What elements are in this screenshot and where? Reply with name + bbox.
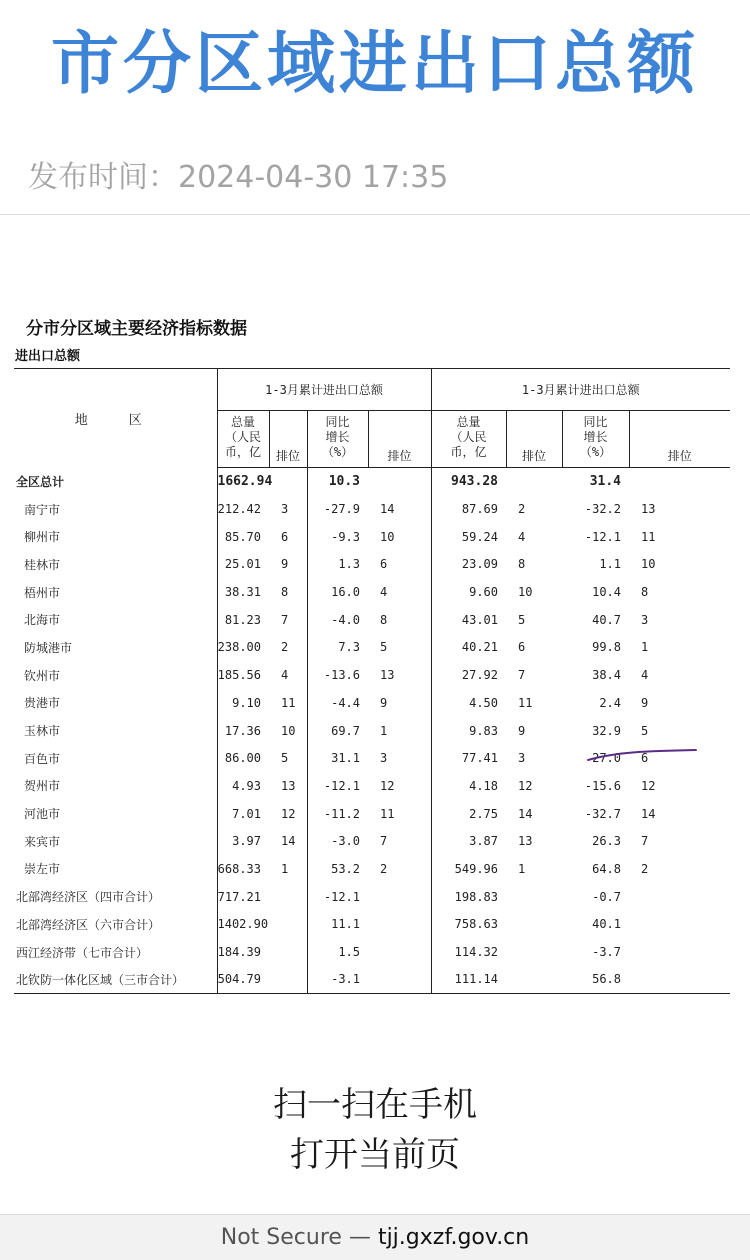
document-title: 分市分区域主要经济指标数据 xyxy=(26,319,247,339)
address-separator: — xyxy=(341,1225,378,1250)
cell-rank-b: 11 xyxy=(518,695,533,710)
table-row xyxy=(14,661,730,689)
cell-yoy-b: 2.4 xyxy=(599,695,621,710)
cell-yoy-rank-a xyxy=(368,966,431,994)
cell-total-b: 59.24 xyxy=(461,529,498,544)
cell-yoy-b: -12.1 xyxy=(584,529,621,544)
cell-rank-b: 14 xyxy=(518,806,533,821)
cell-yoy-rank-a xyxy=(368,468,431,496)
cell-total-b: 4.50 xyxy=(469,695,498,710)
region-name: 百色市 xyxy=(14,744,217,772)
cell-total-b: 758.63 xyxy=(454,917,498,932)
cell-yoy-a: 31.1 xyxy=(331,751,360,766)
cell-rank-b xyxy=(506,938,562,966)
cell-yoy-rank-b: 13 xyxy=(641,502,656,517)
cell-total-a: 3.97 xyxy=(232,834,261,849)
cell-yoy-rank-a: 10 xyxy=(368,523,431,551)
region-name: 崇左市 xyxy=(14,855,217,883)
cell-rank-a: 2 xyxy=(269,634,307,662)
cell-rank-a: 12 xyxy=(269,800,307,828)
cell-rank-b: 3 xyxy=(518,751,526,766)
cell-yoy-a: 1.3 xyxy=(338,557,360,572)
cell-rank-a xyxy=(269,966,307,994)
cell-total-b: 114.32 xyxy=(454,945,498,960)
cell-yoy-rank-a: 11 xyxy=(368,800,431,828)
cell-yoy-a: 16.0 xyxy=(331,585,360,600)
table-row xyxy=(14,578,730,606)
cell-yoy-rank-b: 4 xyxy=(641,668,649,683)
cell-yoy-rank-a xyxy=(368,883,431,911)
cell-rank-b: 4 xyxy=(518,529,526,544)
cell-total-b: 111.14 xyxy=(431,966,506,994)
cell-total-a: 17.36 xyxy=(224,723,261,738)
cell-yoy-b: -32.2 xyxy=(584,502,621,517)
cell-yoy-rank-a: 5 xyxy=(368,634,431,662)
group-header-b: 1-3月累计进出口总额 xyxy=(431,369,730,411)
col-rank-b: 排位 xyxy=(506,411,562,468)
cell-yoy-rank-b: 8 xyxy=(641,585,649,600)
col-total-b: 总量 （人民 币，亿 xyxy=(431,411,506,468)
cell-yoy-a: 10.3 xyxy=(328,474,360,490)
cell-total-a: 212.42 xyxy=(217,502,261,517)
region-name: 全区总计 xyxy=(14,468,217,496)
cell-rank-a: 6 xyxy=(269,523,307,551)
cell-rank-b: 7 xyxy=(518,668,526,683)
pen-underline-mark xyxy=(586,746,698,766)
cell-rank-a: 4 xyxy=(269,661,307,689)
publish-time: 发布时间：2024-04-30 17:35 xyxy=(28,160,449,195)
table-row xyxy=(14,772,730,800)
table-row xyxy=(14,717,730,745)
cell-yoy-rank-a: 2 xyxy=(368,855,431,883)
cell-yoy-b: -32.7 xyxy=(584,806,621,821)
cell-yoy-b: 56.8 xyxy=(562,966,629,994)
cell-yoy-b: -0.7 xyxy=(592,889,621,904)
scan-line-1: 扫一扫在手机 xyxy=(273,1085,477,1125)
cell-yoy-b: 32.9 xyxy=(592,723,621,738)
cell-rank-a: 3 xyxy=(269,495,307,523)
cell-yoy-b: 10.4 xyxy=(592,585,621,600)
table-row xyxy=(14,800,730,828)
cell-yoy-rank-a: 14 xyxy=(368,495,431,523)
table-row xyxy=(14,938,730,966)
cell-rank-a xyxy=(269,883,307,911)
cell-total-a: 38.31 xyxy=(224,585,261,600)
region-name: 南宁市 xyxy=(14,495,217,523)
cell-yoy-a: -12.1 xyxy=(323,778,360,793)
cell-yoy-b: 38.4 xyxy=(592,668,621,683)
region-name: 北部湾经济区（六市合计） xyxy=(14,911,217,939)
cell-yoy-rank-a: 1 xyxy=(368,717,431,745)
cell-yoy-a: 11.1 xyxy=(331,917,360,932)
cell-total-a: 184.39 xyxy=(217,945,261,960)
cell-yoy-rank-a xyxy=(368,938,431,966)
cell-yoy-rank-b xyxy=(629,938,730,966)
cell-yoy-rank-a: 9 xyxy=(368,689,431,717)
region-name: 柳州市 xyxy=(14,523,217,551)
cell-rank-a: 1 xyxy=(269,855,307,883)
cell-yoy-b: 40.1 xyxy=(592,917,621,932)
table-row xyxy=(14,551,730,579)
region-name: 来宾市 xyxy=(14,827,217,855)
cell-rank-b xyxy=(506,911,562,939)
cell-rank-a: 9 xyxy=(269,551,307,579)
cell-yoy-a: 1.5 xyxy=(338,945,360,960)
scan-qr-label xyxy=(0,1080,750,1180)
region-name: 河池市 xyxy=(14,800,217,828)
cell-total-b: 3.87 xyxy=(469,834,498,849)
col-yoy-rank-a: 排位 xyxy=(368,411,431,468)
cell-yoy-rank-b xyxy=(629,883,730,911)
cell-yoy-rank-b xyxy=(629,468,730,496)
cell-yoy-a: -11.2 xyxy=(323,806,360,821)
col-yoy-a: 同比 增长 （%） xyxy=(307,411,368,468)
col-rank-a: 排位 xyxy=(269,411,307,468)
region-name: 梧州市 xyxy=(14,578,217,606)
table-row xyxy=(14,495,730,523)
cell-yoy-b: 26.3 xyxy=(592,834,621,849)
cell-yoy-a: -4.4 xyxy=(331,695,360,710)
cell-yoy-rank-b: 1 xyxy=(641,640,649,655)
cell-total-b: 9.60 xyxy=(469,585,498,600)
cell-rank-b xyxy=(506,883,562,911)
url-domain[interactable]: tjj.gxzf.gov.cn xyxy=(377,1225,530,1250)
cell-total-a: 86.00 xyxy=(224,751,261,766)
cell-total-b: 549.96 xyxy=(454,861,498,876)
cell-rank-b: 9 xyxy=(518,723,526,738)
cell-yoy-a: -3.0 xyxy=(331,834,360,849)
cell-yoy-a: 69.7 xyxy=(331,723,360,738)
cell-rank-b: 5 xyxy=(518,612,526,627)
cell-yoy-rank-a xyxy=(368,911,431,939)
cell-yoy-b: 1.1 xyxy=(599,557,621,572)
cell-rank-b: 6 xyxy=(518,640,526,655)
cell-total-a: 717.21 xyxy=(217,889,261,904)
cell-rank-a xyxy=(269,911,307,939)
col-yoy-b: 同比 增长 （%） xyxy=(562,411,629,468)
cell-yoy-rank-b: 11 xyxy=(641,529,656,544)
cell-rank-b: 1 xyxy=(518,861,526,876)
table-row xyxy=(14,911,730,939)
table-row xyxy=(14,855,730,883)
cell-total-a: 504.79 xyxy=(217,966,269,994)
cell-total-a: 85.70 xyxy=(224,529,261,544)
cell-yoy-a: -27.9 xyxy=(323,502,360,517)
table-row xyxy=(14,966,730,994)
cell-yoy-rank-b: 6 xyxy=(641,751,649,766)
region-name: 贵港市 xyxy=(14,689,217,717)
cell-total-b: 87.69 xyxy=(461,502,498,517)
cell-yoy-b: -15.6 xyxy=(584,778,621,793)
cell-yoy-rank-b xyxy=(629,911,730,939)
cell-total-b: 2.75 xyxy=(469,806,498,821)
region-header: 地 区 xyxy=(14,369,217,468)
cell-yoy-b: 64.8 xyxy=(592,861,621,876)
document-subtitle: 进出口总额 xyxy=(15,349,81,364)
cell-yoy-a: 53.2 xyxy=(331,861,360,876)
col-total-a: 总量 （人民 币，亿 xyxy=(217,411,269,468)
cell-yoy-b: 40.7 xyxy=(592,612,621,627)
cell-total-a: 4.93 xyxy=(232,778,261,793)
cell-yoy-rank-b: 12 xyxy=(641,778,656,793)
cell-rank-b: 13 xyxy=(518,834,533,849)
cell-yoy-b: 99.8 xyxy=(592,640,621,655)
cell-yoy-a: -4.0 xyxy=(331,612,360,627)
cell-total-b: 27.92 xyxy=(461,668,498,683)
cell-yoy-rank-b: 10 xyxy=(641,557,656,572)
cell-total-a: 25.01 xyxy=(224,557,261,572)
cell-total-a: 1402.90 xyxy=(217,917,269,932)
cell-rank-b: 2 xyxy=(518,502,526,517)
cell-yoy-rank-b: 7 xyxy=(641,834,649,849)
cell-yoy-rank-a: 13 xyxy=(368,661,431,689)
cell-rank-b: 12 xyxy=(518,778,533,793)
cell-yoy-b: 27.0 xyxy=(592,751,621,766)
region-name: 北海市 xyxy=(14,606,217,634)
browser-address-bar[interactable] xyxy=(0,1214,750,1260)
cell-rank-a: 10 xyxy=(269,717,307,745)
security-status: Not Secure xyxy=(220,1225,342,1250)
cell-yoy-rank-b xyxy=(629,966,730,994)
region-name: 钦州市 xyxy=(14,661,217,689)
cell-yoy-rank-a: 8 xyxy=(368,606,431,634)
cell-yoy-rank-b: 14 xyxy=(641,806,656,821)
cell-rank-a: 8 xyxy=(269,578,307,606)
cell-rank-a xyxy=(269,938,307,966)
cell-total-b: 943.28 xyxy=(451,474,498,490)
table-row xyxy=(14,523,730,551)
cell-yoy-rank-b: 9 xyxy=(641,695,649,710)
region-name: 西江经济带（七市合计） xyxy=(14,938,217,966)
cell-total-a: 668.33 xyxy=(217,861,261,876)
cell-rank-a: 14 xyxy=(269,827,307,855)
region-name: 北部湾经济区（四市合计） xyxy=(14,883,217,911)
table-row xyxy=(14,634,730,662)
cell-yoy-a: 7.3 xyxy=(338,640,360,655)
cell-total-a: 9.10 xyxy=(232,695,261,710)
region-name: 贺州市 xyxy=(14,772,217,800)
table-row xyxy=(14,883,730,911)
cell-total-b: 9.83 xyxy=(469,723,498,738)
cell-yoy-rank-a: 3 xyxy=(368,744,431,772)
cell-total-b: 40.21 xyxy=(461,640,498,655)
cell-rank-b: 10 xyxy=(518,585,533,600)
cell-rank-a: 7 xyxy=(269,606,307,634)
cell-yoy-b: 31.4 xyxy=(589,474,621,490)
col-yoy-rank-b: 排位 xyxy=(629,411,730,468)
cell-rank-b xyxy=(506,966,562,994)
cell-yoy-rank-b: 5 xyxy=(641,723,649,738)
cell-rank-b xyxy=(506,468,562,496)
cell-total-a: 7.01 xyxy=(232,806,261,821)
region-name: 防城港市 xyxy=(14,634,217,662)
cell-yoy-rank-a: 7 xyxy=(368,827,431,855)
divider xyxy=(0,214,750,215)
region-name: 桂林市 xyxy=(14,551,217,579)
cell-yoy-a: -9.3 xyxy=(331,529,360,544)
cell-yoy-rank-a: 6 xyxy=(368,551,431,579)
cell-total-a: 238.00 xyxy=(217,640,261,655)
cell-total-b: 23.09 xyxy=(461,557,498,572)
stats-table xyxy=(14,368,730,994)
cell-rank-a xyxy=(269,468,307,496)
region-name: 玉林市 xyxy=(14,717,217,745)
cell-rank-a: 13 xyxy=(269,772,307,800)
cell-yoy-b: -3.7 xyxy=(592,945,621,960)
table-row xyxy=(14,689,730,717)
cell-rank-a: 11 xyxy=(269,689,307,717)
cell-yoy-rank-a: 4 xyxy=(368,578,431,606)
cell-yoy-rank-a: 12 xyxy=(368,772,431,800)
group-header-a: 1-3月累计进出口总额 xyxy=(217,369,431,411)
cell-total-b: 198.83 xyxy=(454,889,498,904)
scan-line-2: 打开当前页 xyxy=(290,1135,460,1175)
cell-total-b: 43.01 xyxy=(461,612,498,627)
cell-total-a: 1662.94 xyxy=(217,474,273,490)
cell-yoy-rank-b: 2 xyxy=(641,861,649,876)
cell-total-a: 185.56 xyxy=(217,668,261,683)
cell-total-a: 81.23 xyxy=(224,612,261,627)
cell-total-b: 77.41 xyxy=(461,751,498,766)
region-name: 北钦防一体化区域（三市合计） xyxy=(14,966,217,994)
page-title: 市分区域进出口总额 xyxy=(50,25,699,104)
cell-yoy-a: -13.6 xyxy=(323,668,360,683)
table-row xyxy=(14,827,730,855)
cell-yoy-rank-b: 3 xyxy=(641,612,649,627)
cell-rank-a: 5 xyxy=(269,744,307,772)
cell-total-b: 4.18 xyxy=(469,778,498,793)
table-row xyxy=(14,606,730,634)
cell-yoy-a: -12.1 xyxy=(323,889,360,904)
cell-rank-b: 8 xyxy=(518,557,526,572)
cell-yoy-a: -3.1 xyxy=(307,966,368,994)
table-row xyxy=(14,468,730,496)
